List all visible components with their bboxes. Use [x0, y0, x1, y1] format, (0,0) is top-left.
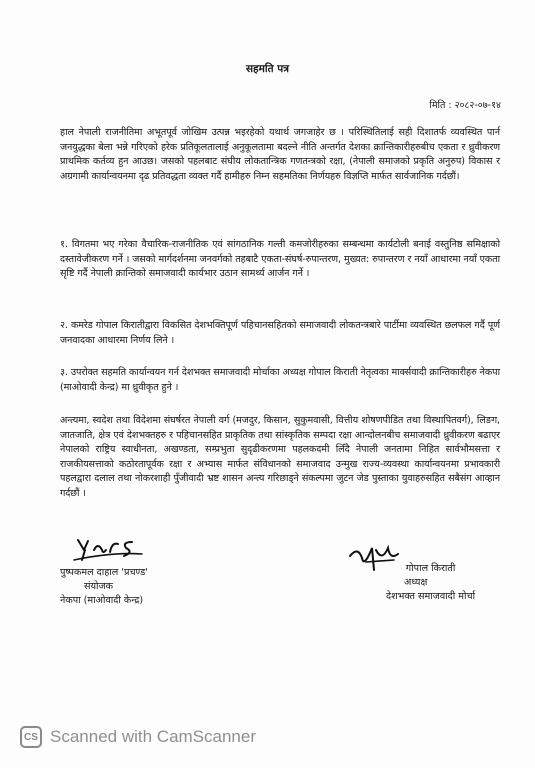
camscanner-watermark — [20, 722, 256, 752]
watermark-text: Scanned with CamScanner — [50, 727, 257, 746]
paragraph-point-1: १. विगतमा भए गरेका वैचारिक-राजनीतिक एवं सांगठानिक गल्ती कमजोरीहरुका सम्बन्धमा कार्यटोली बनाई वस्तुनिष्ठ समिक्षाको दस्तावेजीकरण गर्ने । जसको मार्गदर्शनमा जनवर्गको तहबाटै एकता-संघर्ष-रुपान्तरण, मुख्यत: रुपान्तरण र नयाँ आधारमा नयाँ एकता सृष्टि गर्दै नेपाली क्रान्तिको समाजवादी कार्यभार उठान सामर्थ्य आर्जन गर्ने । — [60, 239, 500, 280]
signatory-left-name: पुष्पकमल दाहाल 'प्रचण्ड' — [60, 567, 148, 578]
signatory-right-role: अध्यक्ष — [404, 577, 428, 588]
document-date: मिति : २०८२-०७-१४ — [429, 100, 501, 111]
paragraph-point-2: २. कमरेड गोपाल किरातीद्वारा विकसित देशभक्तिपूर्ण पहिचानसहितको समाजवादी लोकतन्त्रबारे पार्टीमा व्यवस्थित छलफल गर्दै पूर्ण जनवादका आधारमा निर्णय लिने । — [60, 320, 500, 346]
paragraph-intro: हाल नेपाली राजनीतिमा अभूतपूर्व जोखिम उत्पन्न भइरहेको यथार्थ जगजाहेर छ । परिस्थितिलाई सही दिशातर्फ व्यवस्थित पार्न जनयुद्धका बेला भन्ने गरिएको हरेक प्रतिकूलतालाई अनुकूलतामा बदल्ने नीति अन्तर्गत देशका क्रान्तिकारीहरुबीच एकता र ध्रुवीकरण प्राथमिक कर्तव्य हुन आउछ। जसको पहलबाट संघीय लोकतान्त्रिक गणतन्त्रको रक्षा, (नेपाली समाजको प्रकृति अनुरुप) विकास र अग्रगामी कार्यान्वयनमा दृढ प्रतिवद्धता व्यक्त गर्दै हामीहरु निम्न सहमतिका निर्णयहरु विज्ञप्ति मार्फत सार्वजानिक गर्दछौं। — [60, 127, 500, 182]
signatory-left-role: संयोजक — [84, 581, 114, 592]
paragraph-point-3: ३. उपरोक्त सहमति कार्यान्वयन गर्न देशभक्त समाजवादी मोर्चाका अध्यक्ष गोपाल किराती नेतृत्वका मार्क्सवादी क्रान्तिकारीहरु नेकपा (माओवादी केन्द्र) मा ध्रुवीकृत हुने । — [60, 367, 500, 393]
signatory-right-name: गोपाल किराती — [405, 563, 456, 574]
signatory-right-org: देशभक्त समाजवादी मोर्चा — [386, 591, 476, 602]
signatory-right — [386, 562, 475, 604]
paragraph-closing: अन्त्यमा, स्वदेश तथा विदेशमा संघर्षरत नेपाली वर्ग (मजदुर, किसान, सुकुमवासी, वित्तीय शोषणपीडित तथा विस्थापितवर्ग), लिङग, जातजाति, क्षेत्र एवं देशभक्तहरु र पहिचानसहित प्राकृतिक तथा सांस्कृतिक सम्पदा रक्षा आन्दोलनबीच समाजवादी ध्रुवीकरण बढाएर नेपालको राष्ट्रिय स्वाधीनता, अखण्डता, सम्प्रभुता सुदृढीकरणमा पहलकदमी लिँदै नेपाली जनतामा निहित सार्वभौमसत्ता र राजकीयसत्ताको कठोरतापूर्वक रक्षा र अभ्यास मार्फत संविधानको समाजवाद उन्मुख राज्य-व्यवस्था कार्यान्वयनमा प्रभावकारी पहलद्वारा दलाल तथा नोकरशाही पुँजीवादी भ्रष्ट शासन अन्त्य गरिछाड्ने संकल्पमा जुटन जेड पुस्ताका युवाहरुसहित सबैसंग आव्हान गर्दछौं । — [60, 415, 500, 499]
signatory-left — [60, 566, 148, 608]
camscanner-logo-icon: CS — [20, 726, 42, 748]
document-title: सहमति पत्र — [245, 63, 290, 75]
signatory-left-org: नेकपा (माओवादी केन्द्र) — [60, 595, 144, 606]
signature-left — [72, 530, 172, 564]
